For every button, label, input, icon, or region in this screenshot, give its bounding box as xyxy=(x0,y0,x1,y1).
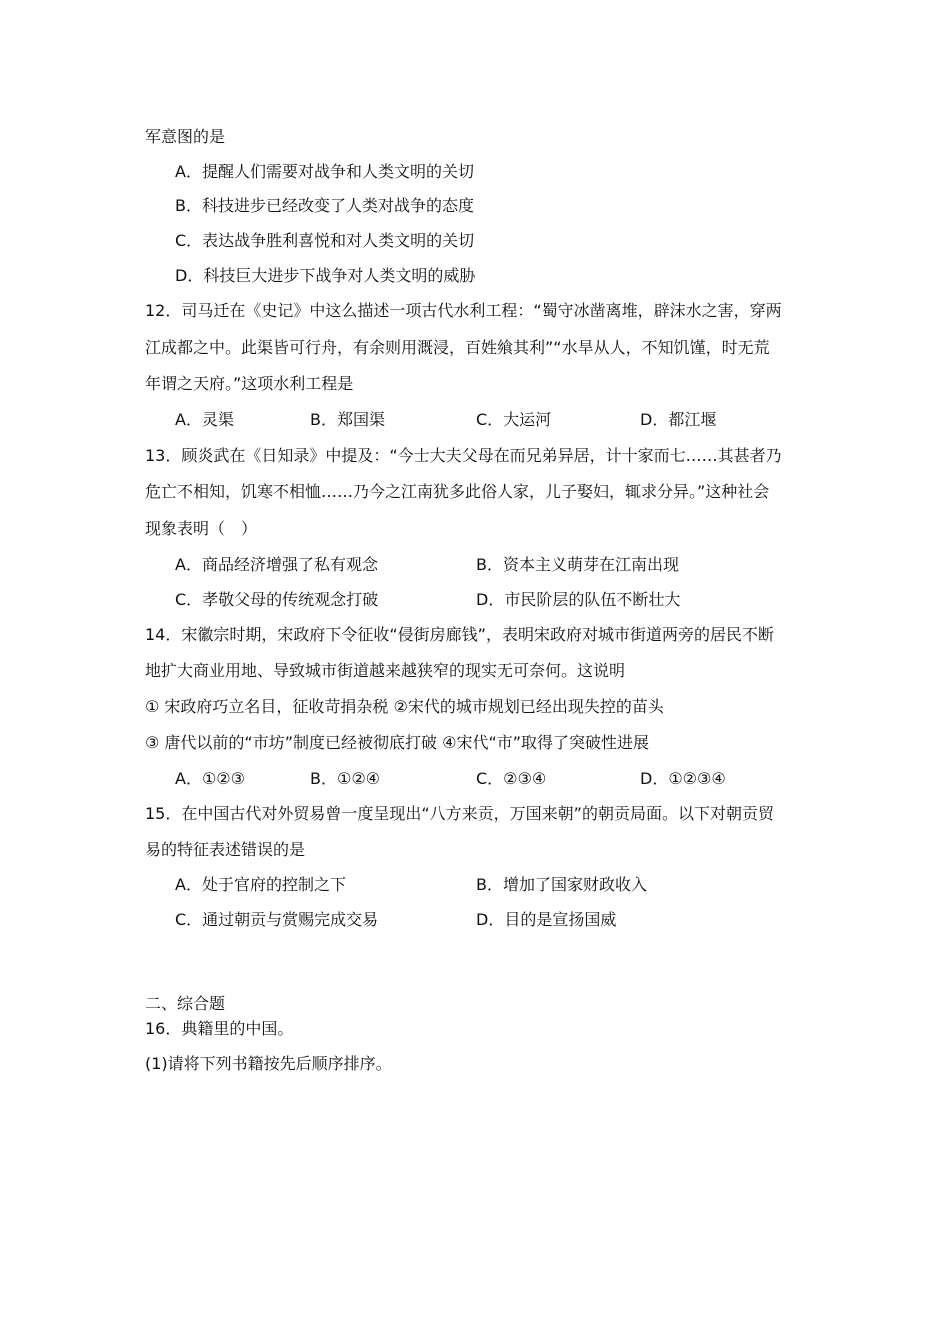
q15-option-d: D．目的是宣扬国威 xyxy=(476,910,617,929)
q14-stem-line-1: 14．宋徽宗时期，宋政府下令征收“侵街房廊钱”，表明宋政府对城市街道两旁的居民不断 xyxy=(145,625,774,644)
q14-option-d: D．①②③④ xyxy=(640,769,726,788)
q12-stem-line-1: 12．司马迁在《史记》中这么描述一项古代水利工程：“蜀守冰凿离堆，辟沫水之害，穿两 xyxy=(145,301,782,320)
q16-subquestion-1: (1)请将下列书籍按先后顺序排序。 xyxy=(145,1054,392,1073)
q14-statement-line-2: ③ 唐代以前的“市坊”制度已经被彻底打破 ④宋代“市”取得了突破性进展 xyxy=(145,733,650,752)
q11-option-b: B．科技进步已经改变了人类对战争的态度 xyxy=(175,196,474,215)
q11-option-c: C．表达战争胜利喜悦和对人类文明的关切 xyxy=(175,231,475,250)
q15-option-a: A．处于官府的控制之下 xyxy=(175,875,346,894)
q13-option-c: C．孝敬父母的传统观念打破 xyxy=(175,590,379,609)
q12-option-c: C．大运河 xyxy=(476,410,552,429)
q12-stem-line-2: 江成都之中。此渠皆可行舟，有余则用溉浸，百姓飨其利”“水旱从人，不知饥馑，时无荒 xyxy=(145,338,770,357)
q13-stem-line-1: 13．顾炎武在《日知录》中提及：“今士大夫父母在而兄弟异居，计十家而七……其甚者乃 xyxy=(145,446,782,465)
q14-option-b: B．①②④ xyxy=(310,769,381,788)
q11-option-d: D．科技巨大进步下战争对人类文明的威胁 xyxy=(175,266,476,285)
q15-option-c: C．通过朝贡与赏赐完成交易 xyxy=(175,910,379,929)
q16-title: 16．典籍里的中国。 xyxy=(145,1019,294,1038)
q14-option-c: C．②③④ xyxy=(476,769,547,788)
section-heading: 二、综合题 xyxy=(145,994,226,1013)
q15-stem-line-1: 15．在中国古代对外贸易曾一度呈现出“八方来贡，万国来朝”的朝贡局面。以下对朝贡贸 xyxy=(145,804,774,823)
q12-option-d: D．都江堰 xyxy=(640,410,717,429)
q13-option-b: B．资本主义萌芽在江南出现 xyxy=(476,555,679,574)
q14-stem-line-2: 地扩大商业用地、导致城市街道越来越狭窄的现实无可奈何。这说明 xyxy=(145,661,626,680)
q13-option-d: D．市民阶层的队伍不断壮大 xyxy=(476,590,681,609)
q13-stem-line-2: 危亡不相知，饥寒不相恤……乃今之江南犹多此俗人家，儿子娶妇，辄求分异。”这种社会 xyxy=(145,482,770,501)
q12-option-a: A．灵渠 xyxy=(175,410,234,429)
q12-option-b: B．郑国渠 xyxy=(310,410,385,429)
q14-option-a: A．①②③ xyxy=(175,769,245,788)
q15-stem-line-2: 易的特征表述错误的是 xyxy=(145,840,306,859)
q12-stem-line-3: 年谓之天府。”这项水利工程是 xyxy=(145,374,354,393)
q11-stem-tail: 军意图的是 xyxy=(145,127,226,146)
q15-option-b: B．增加了国家财政收入 xyxy=(476,875,647,894)
q13-stem-line-3: 现象表明（ ） xyxy=(145,519,258,538)
q14-statement-line-1: ① 宋政府巧立名目，征收苛捐杂税 ②宋代的城市规划已经出现失控的苗头 xyxy=(145,697,664,716)
q13-option-a: A．商品经济增强了私有观念 xyxy=(175,555,378,574)
q11-option-a: A．提醒人们需要对战争和人类文明的关切 xyxy=(175,162,474,181)
